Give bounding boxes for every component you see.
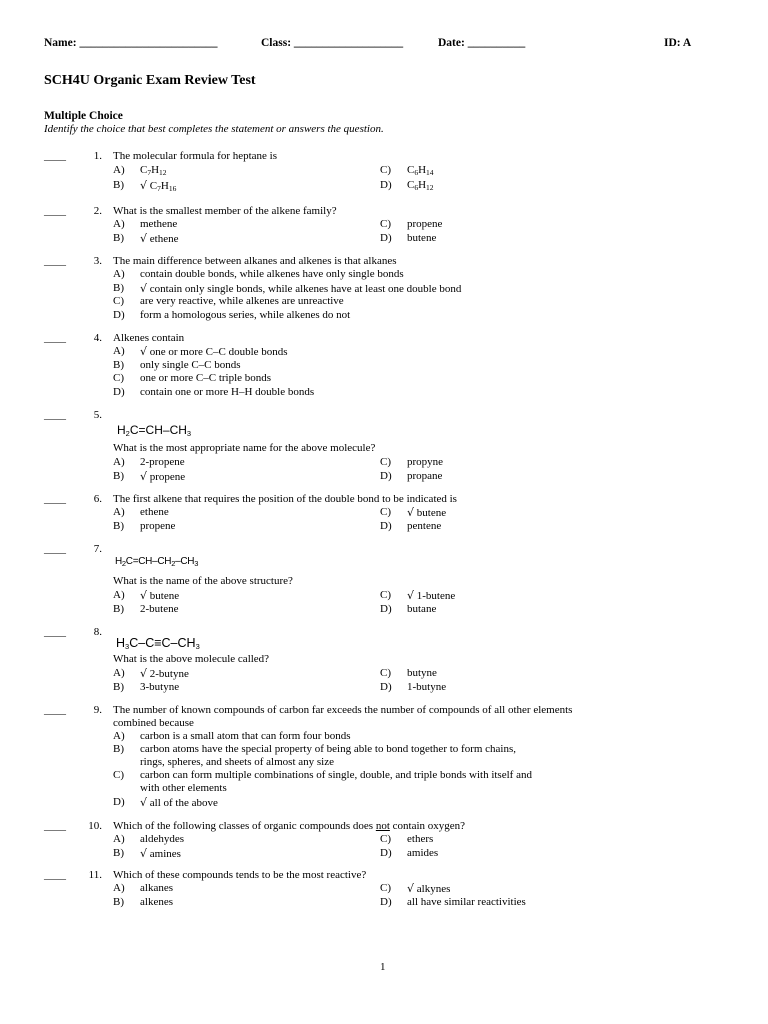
molecule-structure: $H_2C=CH-CH_3$ — [117, 423, 192, 438]
question-number: 5. — [93, 409, 102, 421]
question-stem: What is the above molecule called? — [113, 653, 270, 665]
check-mark-icon: √ — [140, 179, 148, 192]
option-b-continued: rings, spheres, and sheets of almost any size — [140, 756, 334, 768]
answer-blank: ____ — [44, 543, 66, 555]
check-mark-icon: √ — [140, 345, 148, 358]
answer-blank: ____ — [44, 869, 66, 881]
question-number: 11. — [88, 869, 102, 881]
section-instructions: Identify the choice that best completes the statement or answers the question. — [44, 123, 384, 135]
answer-blank: ____ — [44, 150, 66, 162]
question-stem: Which of these compounds tends to be the most reactive? — [113, 869, 367, 881]
check-mark-icon: √ — [407, 589, 415, 602]
option-text: $C_7H_{12}$ — [140, 164, 167, 177]
option-text: $C_6H_{12}$ — [407, 179, 434, 192]
question-stem: What is the smallest member of the alkene family? — [113, 205, 337, 217]
answer-blank: ____ — [44, 820, 66, 832]
question-number: 4. — [93, 332, 102, 344]
question-stem-continued: combined because — [113, 717, 194, 729]
check-mark-icon: √ — [140, 470, 148, 483]
question-number: 6. — [93, 493, 102, 505]
option-text: $C_6H_{14}$ — [407, 164, 434, 177]
answer-blank: ____ — [44, 626, 66, 638]
date-field-label: Date: __________ — [438, 37, 526, 49]
option-text: √ $C_7H_{16}$ — [140, 179, 177, 193]
answer-blank: ____ — [44, 704, 66, 716]
question-number: 7. — [93, 543, 102, 555]
question-number: 8. — [93, 626, 102, 638]
answer-blank: ____ — [44, 205, 66, 217]
question-stem: The number of known compounds of carbon far exceeds the number of compounds of all other elements — [113, 704, 573, 716]
check-mark-icon: √ — [140, 667, 148, 680]
id-label: ID: A — [664, 37, 692, 49]
question-stem: The main difference between alkanes and alkenes is that alkanes — [113, 255, 397, 267]
option-letter: D) — [380, 179, 392, 191]
question-number: 3. — [93, 255, 102, 267]
page-number: 1 — [380, 961, 386, 973]
question-number: 1. — [93, 150, 102, 162]
question-number: 9. — [93, 704, 102, 716]
option-letter: B) — [113, 179, 124, 191]
question-stem: What is the name of the above structure? — [113, 575, 293, 587]
check-mark-icon: √ — [140, 796, 148, 809]
check-mark-icon: √ — [140, 847, 148, 860]
question-number: 2. — [93, 205, 102, 217]
question-stem: What is the most appropriate name for the above molecule? — [113, 442, 376, 454]
question-stem: Alkenes contain — [113, 332, 185, 344]
check-mark-icon: √ — [140, 282, 148, 295]
check-mark-icon: √ — [140, 232, 148, 245]
check-mark-icon: √ — [140, 589, 148, 602]
answer-blank: ____ — [44, 255, 66, 267]
question-number: 10. — [88, 820, 102, 832]
class-field-label: Class: ___________________ — [261, 37, 404, 49]
question-stem: The molecular formula for heptane is — [113, 150, 278, 162]
answer-blank: ____ — [44, 493, 66, 505]
section-heading: Multiple Choice — [44, 110, 123, 122]
option-letter: A) — [113, 164, 125, 176]
molecule-structure: $H_2C=CH-CH_2-CH_3$ — [115, 556, 199, 568]
molecule-structure: $H_3C-C\equiv C-CH_3$ — [116, 636, 200, 651]
page-title: SCH4U Organic Exam Review Test — [44, 73, 256, 88]
question-stem: Which of the following classes of organic compounds does not contain oxygen? — [113, 820, 466, 832]
answer-blank: ____ — [44, 332, 66, 344]
check-mark-icon: √ — [407, 882, 415, 895]
check-mark-icon: √ — [407, 506, 415, 519]
option-letter: C) — [380, 164, 391, 176]
option-c-continued: with other elements — [140, 782, 227, 794]
question-stem: The first alkene that requires the position of the double bond to be indicated is — [113, 493, 457, 505]
name-field-label: Name: ________________________ — [44, 37, 218, 49]
answer-blank: ____ — [44, 409, 66, 421]
